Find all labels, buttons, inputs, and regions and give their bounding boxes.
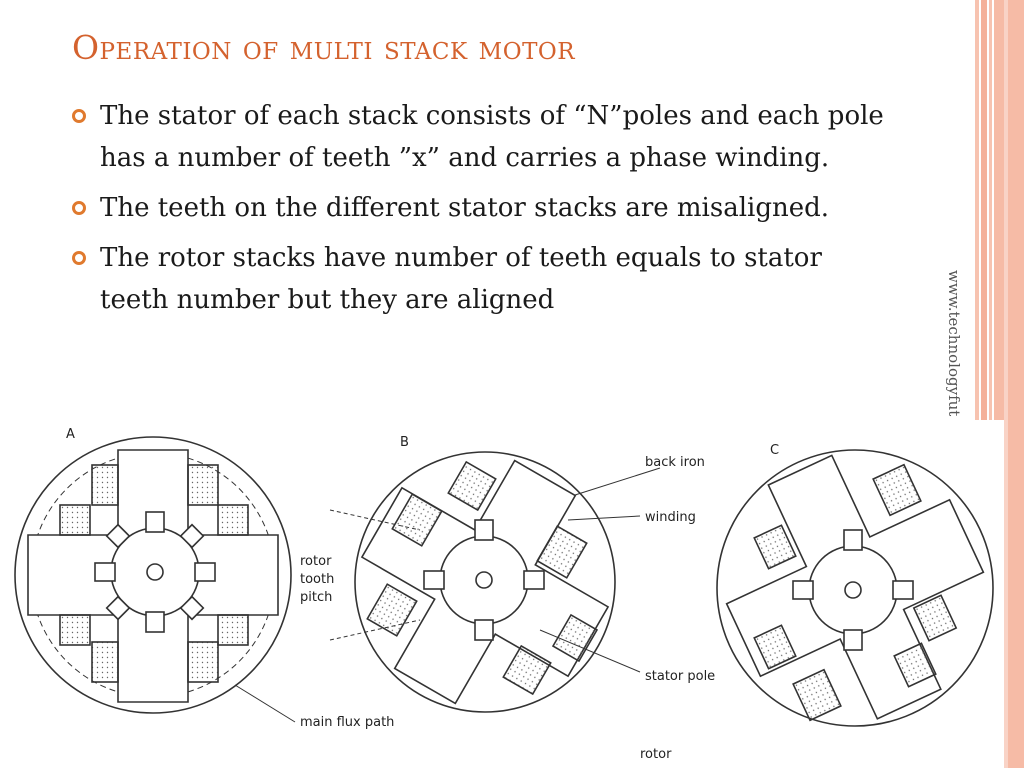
annotation-stator-pole: stator pole bbox=[645, 669, 716, 684]
bullet-item bbox=[72, 187, 892, 229]
motor-c bbox=[689, 420, 1004, 756]
annotation-pitch: pitch bbox=[300, 590, 333, 605]
bullet-text: The rotor stacks have number of teeth equals to stator teeth number but they are aligned bbox=[100, 243, 822, 315]
annotation-main-flux-path: main flux path bbox=[300, 715, 395, 730]
panel-label-a: A bbox=[66, 427, 75, 442]
flux-path-pointer bbox=[235, 685, 295, 722]
decor-stripe bbox=[1004, 0, 1008, 768]
bullet-marker-icon bbox=[72, 251, 86, 265]
annotation-back-iron: back iron bbox=[645, 455, 705, 470]
bullet-list bbox=[72, 95, 892, 329]
annotation-rotor-bottom: rotor bbox=[640, 747, 672, 762]
bullet-item bbox=[72, 95, 892, 179]
motor-a bbox=[15, 437, 291, 713]
bullet-marker-icon bbox=[72, 109, 86, 123]
annotation-winding: winding bbox=[645, 510, 696, 525]
slide-title: Operation of multi stack motor bbox=[72, 28, 576, 67]
watermark-url: www.technologyfut bbox=[945, 270, 963, 417]
motor-diagram bbox=[0, 420, 1004, 768]
motor-diagram-svg bbox=[0, 420, 1004, 768]
panel-label-b: B bbox=[400, 435, 409, 450]
bullet-item bbox=[72, 237, 892, 321]
annotation-tooth: tooth bbox=[300, 572, 335, 587]
bullet-marker-icon bbox=[72, 201, 86, 215]
panel-label-c: C bbox=[770, 443, 780, 458]
bullet-text: The teeth on the different stator stacks are misaligned. bbox=[100, 193, 830, 223]
annotation-rotor: rotor bbox=[300, 554, 332, 569]
bullet-text: The stator of each stack consists of “N”poles and each pole has a number of teeth ”x” and carries a phase winding. bbox=[100, 101, 884, 173]
motor-b bbox=[322, 420, 660, 745]
